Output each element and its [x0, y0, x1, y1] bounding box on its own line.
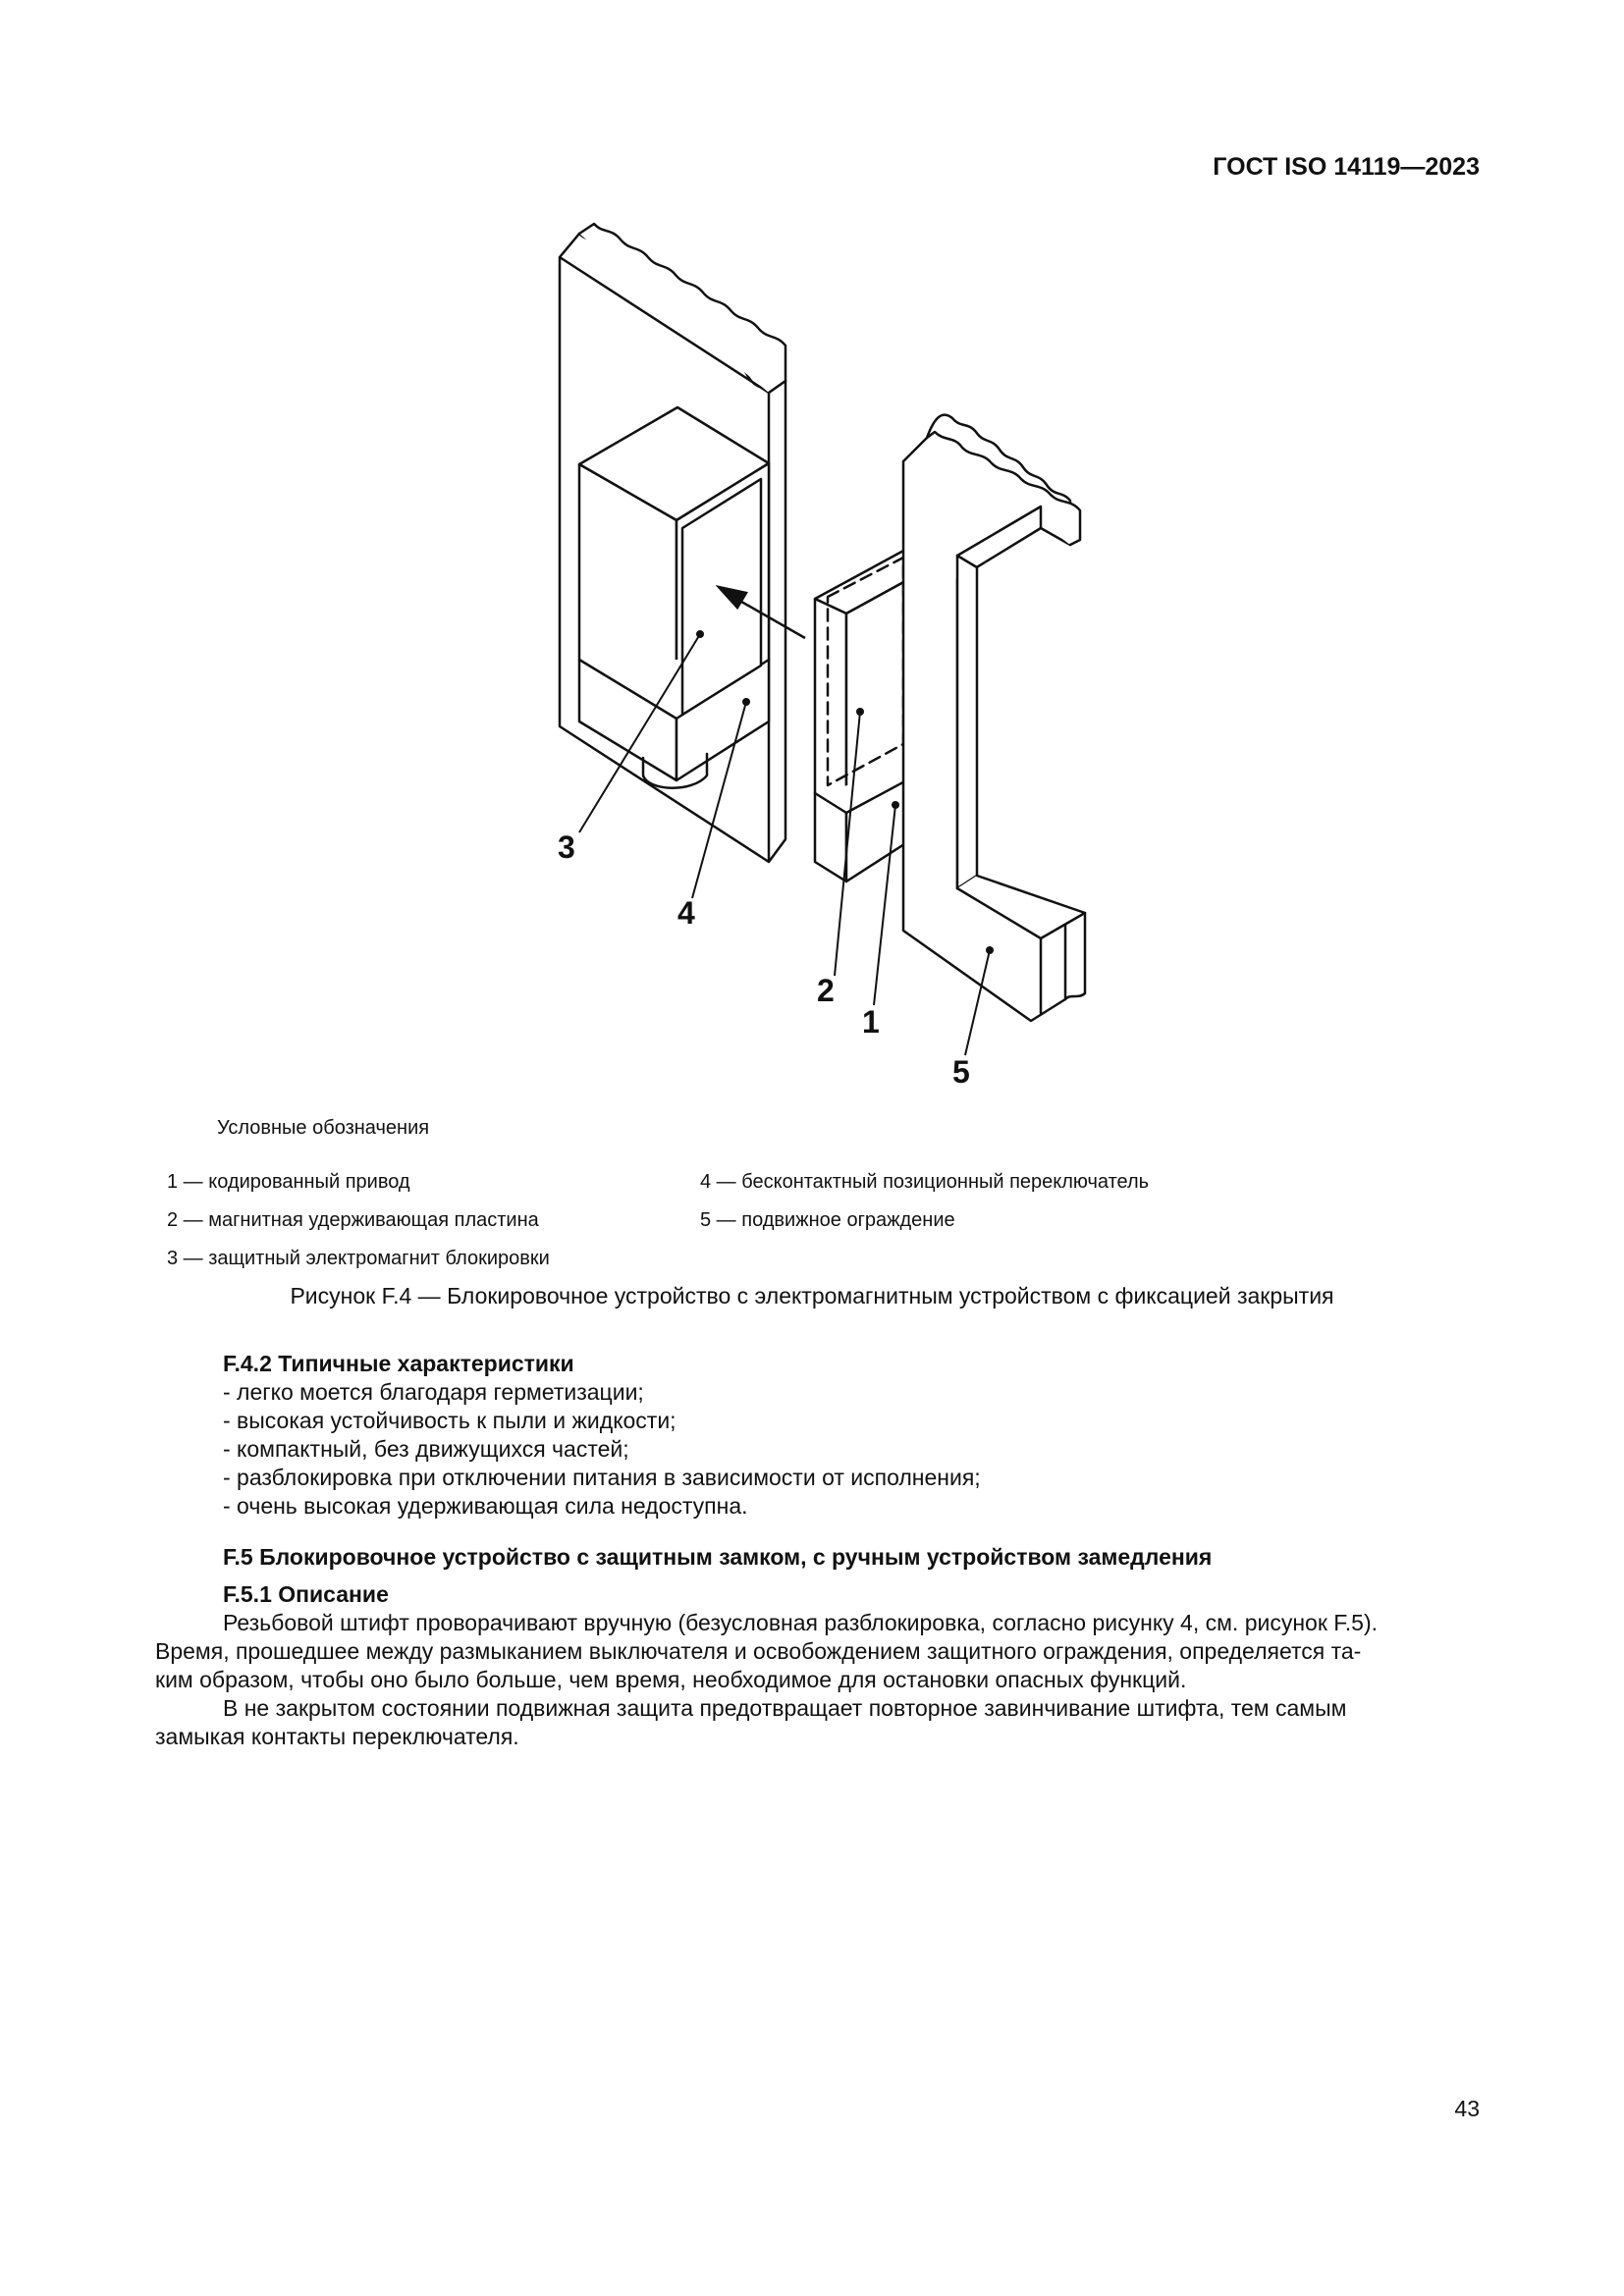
leader-dot-2	[856, 708, 864, 716]
leader-dot-4	[742, 698, 750, 706]
movable-guard	[903, 415, 1085, 1021]
legend-item-4: 4 — бесконтактный позиционный переключатель	[700, 1171, 1150, 1193]
legend-title: Условные обозначения	[217, 1117, 430, 1139]
legend-item-5: 5 — подвижное ограждение	[700, 1209, 955, 1231]
bullet-item-3: - компактный, без движущихся частей;	[223, 1436, 629, 1462]
paragraph-2-line-1: В не закрытом состоянии подвижная защита предотвращает повторное завинчивание штифта, тем самым	[223, 1695, 1347, 1721]
bullet-item-4: - разблокировка при отключении питания в зависимости от исполнения;	[223, 1465, 981, 1490]
legend-item-2: 2 — магнитная удерживающая пластина	[167, 1209, 539, 1231]
paragraph-1-line-2: Время, прошедшее между размыканием выключателя и освобождением защитного ограждения, определяется та-	[155, 1638, 1362, 1664]
paragraph-1-line-3: ким образом, чтобы оно было больше, чем время, необходимое для остановки опасных функций.	[155, 1667, 1187, 1692]
figure-caption: Рисунок F.4 — Блокировочное устройство с электромагнитным устройством с фиксацией закрытия	[290, 1283, 1334, 1308]
section-heading-f42: F.4.2 Типичные характеристики	[223, 1351, 574, 1376]
callout-1: 1	[862, 1004, 880, 1040]
document-number-header: ГОСТ ISO 14119—2023	[1213, 153, 1480, 181]
legend-item-3: 3 — защитный электромагнит блокировки	[167, 1248, 550, 1269]
section-heading-f51: F.5.1 Описание	[223, 1581, 389, 1607]
leader-dot-1	[892, 801, 899, 809]
section-heading-f5: F.5 Блокировочное устройство с защитным замком, с ручным устройством замедления	[223, 1544, 1213, 1570]
callout-2: 2	[817, 973, 835, 1008]
bullet-item-5: - очень высокая удерживающая сила недоступна.	[223, 1493, 748, 1519]
interlocking-device-drawing	[0, 0, 1624, 1139]
callout-5: 5	[952, 1054, 970, 1090]
leader-dot-3	[696, 630, 704, 638]
page-number: 43	[1454, 2096, 1480, 2121]
bullet-item-2: - высокая устойчивость к пыли и жидкости;	[223, 1408, 677, 1433]
callout-3: 3	[558, 829, 575, 865]
leader-dot-5	[986, 946, 994, 954]
legend-item-1: 1 — кодированный привод	[167, 1171, 410, 1193]
paragraph-2-line-2: замыкая контакты переключателя.	[155, 1724, 519, 1749]
paragraph-1-line-1: Резьбовой штифт проворачивают вручную (безусловная разблокировка, согласно рисунку 4, см. рисунок F.5).	[223, 1610, 1379, 1635]
bullet-item-1: - легко моется благодаря герметизации;	[223, 1379, 644, 1405]
callout-4: 4	[677, 895, 695, 931]
